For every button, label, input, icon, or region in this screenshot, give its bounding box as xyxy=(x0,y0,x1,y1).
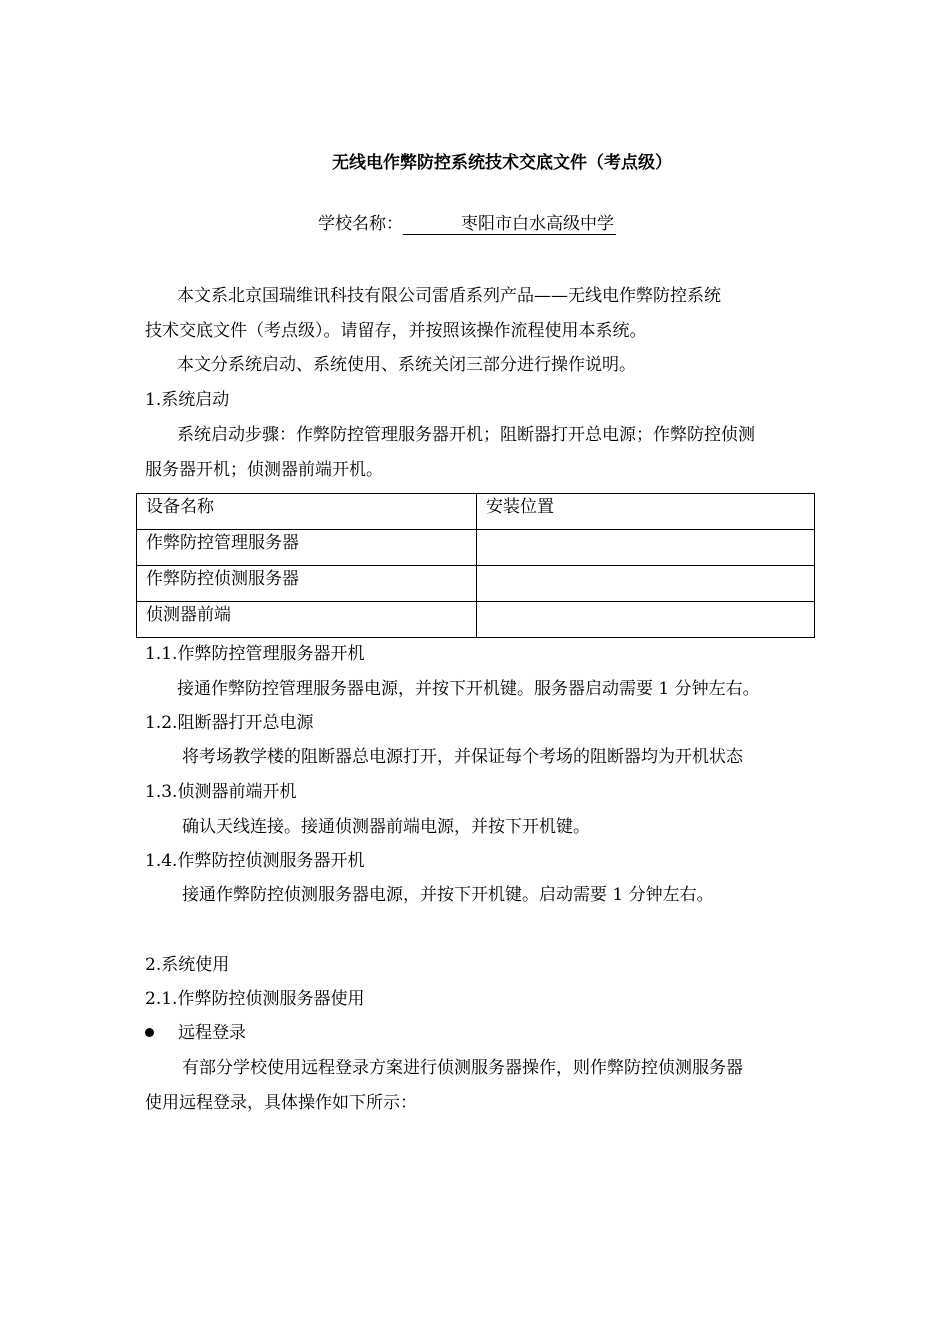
table-header-install-location: 安装位置 xyxy=(477,494,815,530)
subsection-1-4-text: 接通作弊防控侦测服务器电源，并按下开机键。启动需要 1 分钟左右。 xyxy=(182,885,714,905)
table-row xyxy=(137,602,815,638)
bullet-item-remote-login: 远程登录 xyxy=(178,1023,246,1043)
table-cell-device: 作弊防控侦测服务器 xyxy=(137,566,477,602)
subsection-1-3-text: 确认天线连接。接通侦测器前端电源，并按下开机键。 xyxy=(182,817,590,837)
table-cell-device: 作弊防控管理服务器 xyxy=(137,530,477,566)
subsection-2-1-heading: 2.1.作弊防控侦测服务器使用 xyxy=(145,989,365,1009)
subsection-1-2-text: 将考场教学楼的阻断器总电源打开，并保证每个考场的阻断器均为开机状态 xyxy=(182,747,743,767)
table-cell-location xyxy=(477,566,815,602)
table-cell-location xyxy=(477,530,815,566)
bullet-icon xyxy=(145,1028,154,1037)
table-cell-device: 侦测器前端 xyxy=(137,602,477,638)
section-1-heading: 1.系统启动 xyxy=(145,390,230,410)
school-name: 枣阳市白水高级中学 xyxy=(403,214,616,235)
subsection-1-1-text: 接通作弊防控管理服务器电源，并按下开机键。服务器启动需要 1 分钟左右。 xyxy=(177,679,760,699)
table-row xyxy=(137,566,815,602)
device-table xyxy=(136,493,815,638)
table-row xyxy=(137,530,815,566)
school-line xyxy=(318,213,616,235)
intro-line-1: 本文系北京国瑞维讯科技有限公司雷盾系列产品——无线电作弊防控系统 xyxy=(177,286,721,306)
document-title: 无线电作弊防控系统技术交底文件（考点级） xyxy=(332,153,672,173)
section-1-text-line-2: 服务器开机；侦测器前端开机。 xyxy=(145,460,383,480)
school-label: 学校名称： xyxy=(318,214,403,234)
subsection-1-1-heading: 1.1.作弊防控管理服务器开机 xyxy=(145,644,365,664)
subsection-2-1-text-line-2: 使用远程登录，具体操作如下所示： xyxy=(145,1093,417,1113)
table-cell-location xyxy=(477,602,815,638)
intro-line-2: 技术交底文件（考点级）。请留存，并按照该操作流程使用本系统。 xyxy=(145,321,647,341)
section-2-heading: 2.系统使用 xyxy=(145,955,230,975)
subsection-1-4-heading: 1.4.作弊防控侦测服务器开机 xyxy=(145,851,365,871)
subsection-1-2-heading: 1.2.阻断器打开总电源 xyxy=(145,713,314,733)
subsection-1-3-heading: 1.3.侦测器前端开机 xyxy=(145,782,297,802)
subsection-2-1-text-line-1: 有部分学校使用远程登录方案进行侦测服务器操作，则作弊防控侦测服务器 xyxy=(182,1058,743,1078)
intro-line-3: 本文分系统启动、系统使用、系统关闭三部分进行操作说明。 xyxy=(177,355,636,375)
table-header-row xyxy=(137,494,815,530)
table-header-device-name: 设备名称 xyxy=(137,494,477,530)
section-1-text-line-1: 系统启动步骤：作弊防控管理服务器开机；阻断器打开总电源；作弊防控侦测 xyxy=(177,425,755,445)
